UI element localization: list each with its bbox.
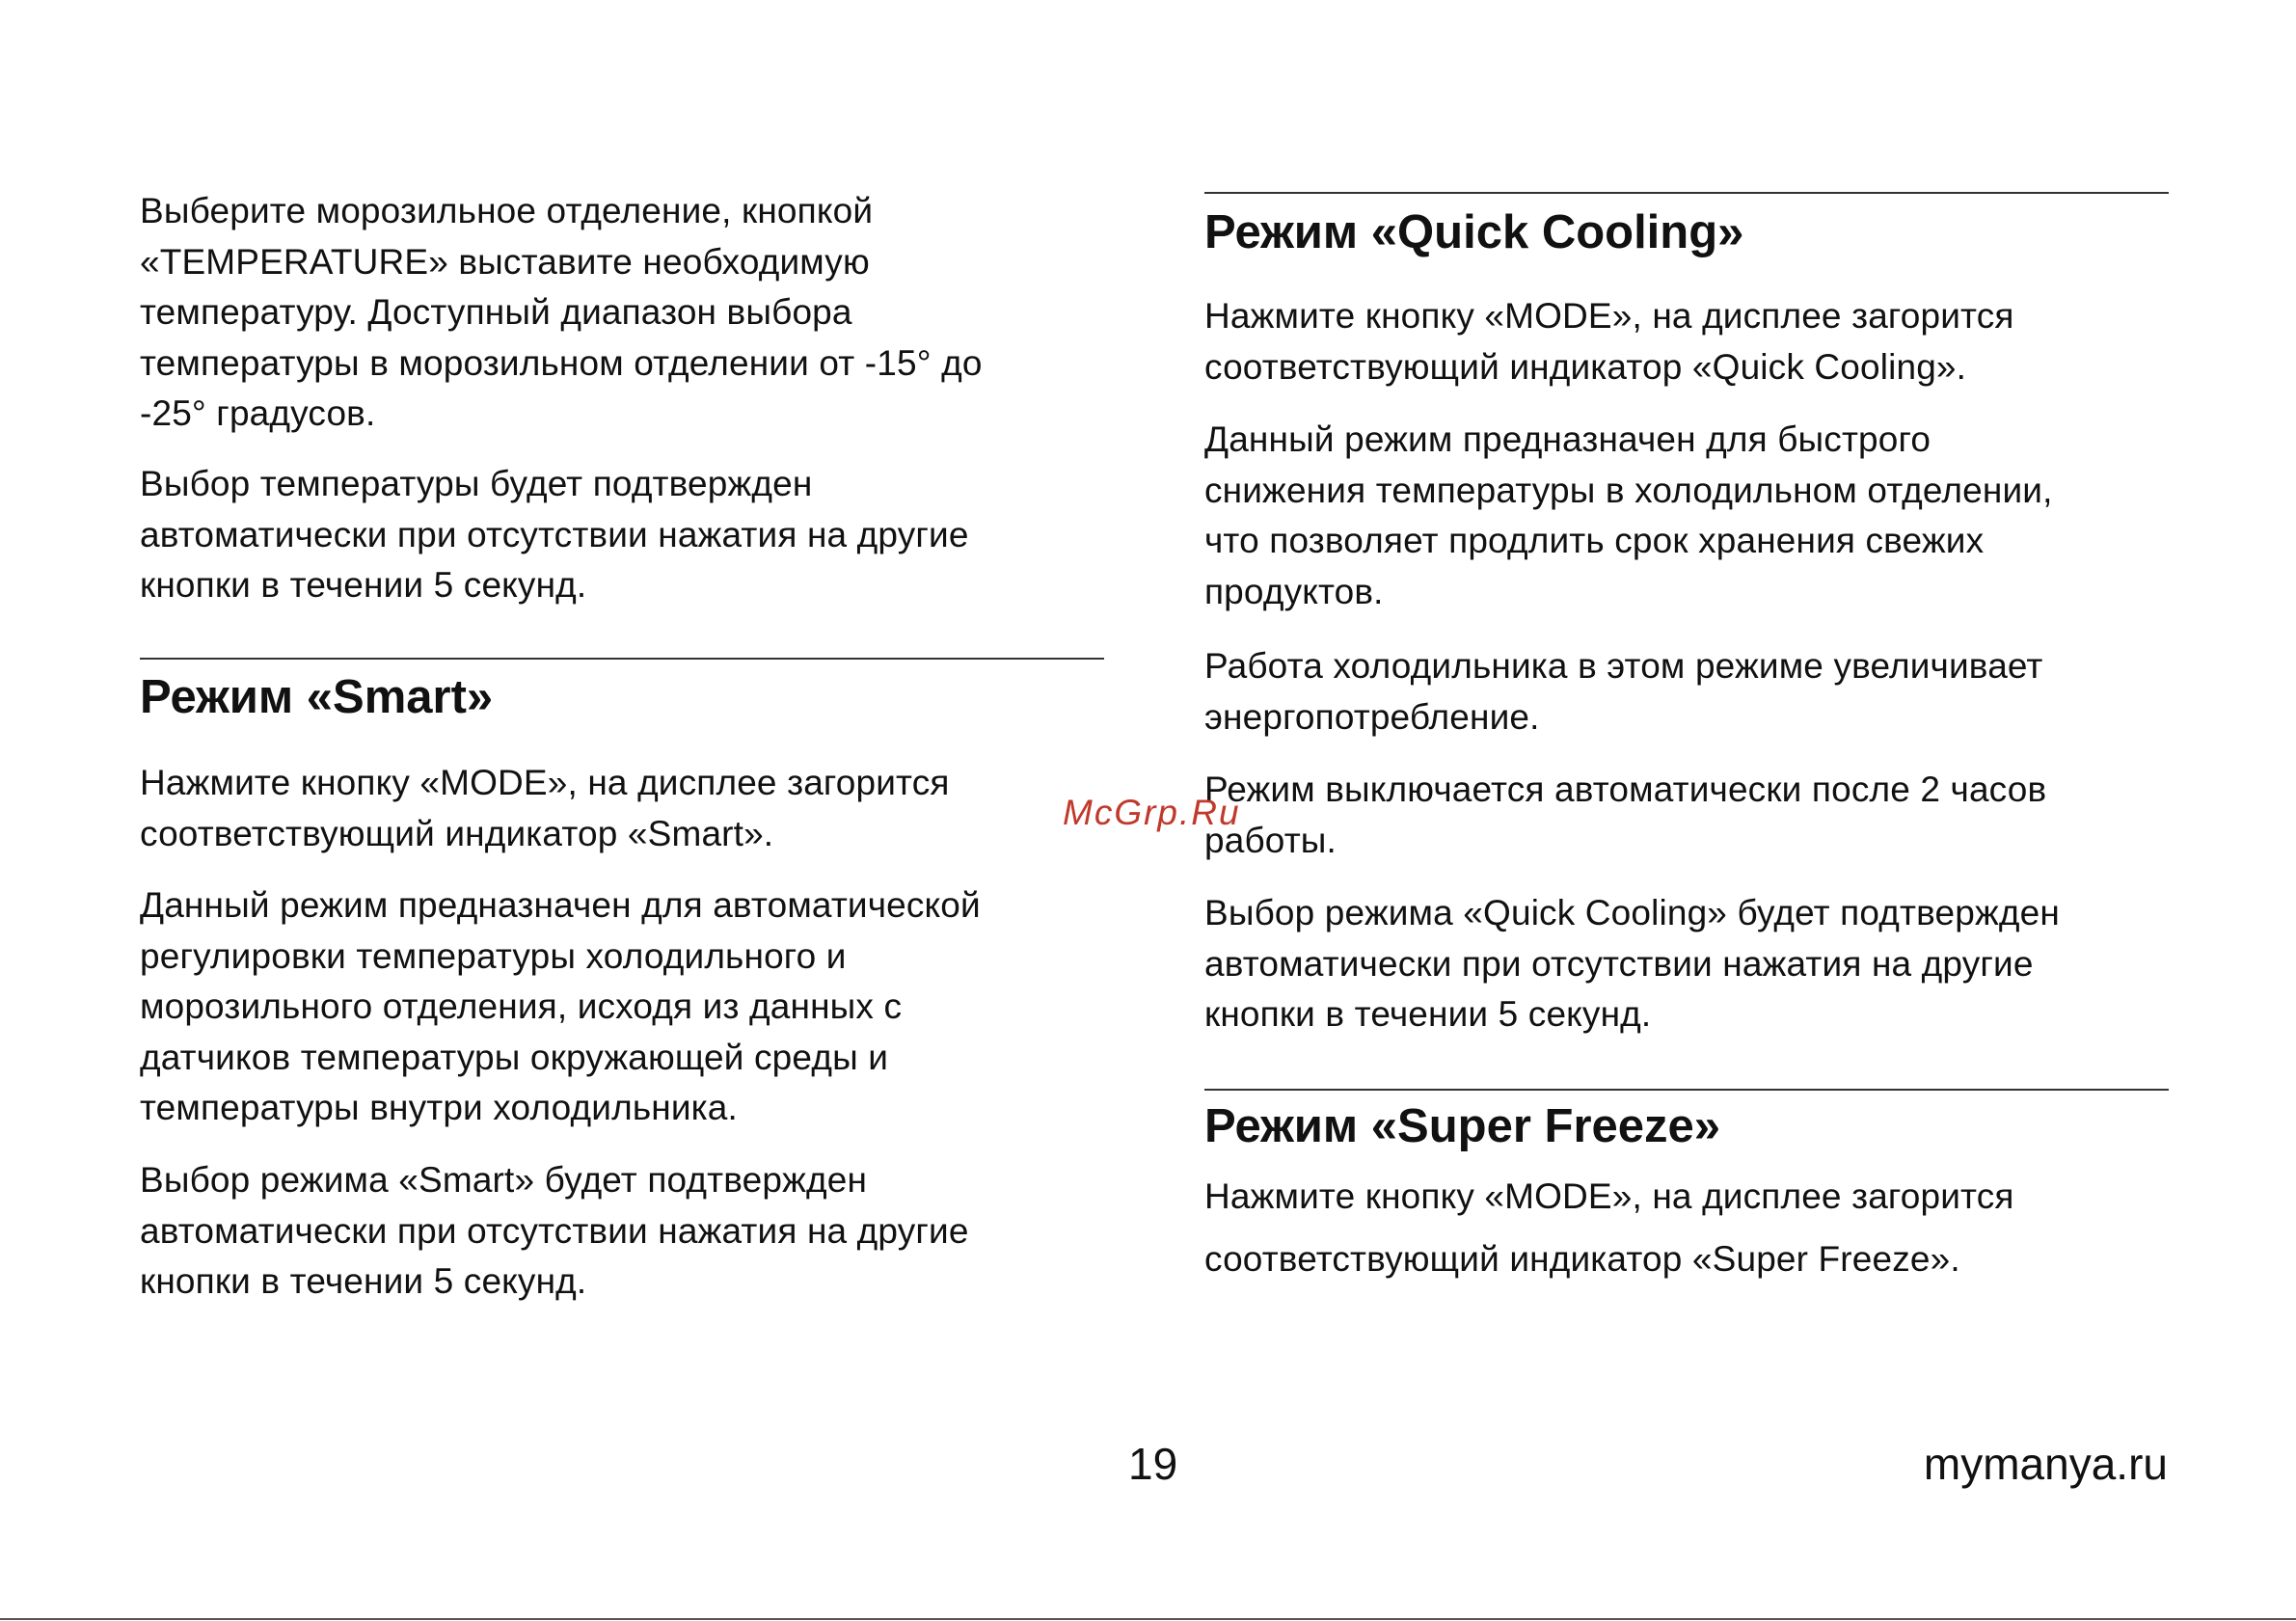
smart-mode-heading: Режим «Smart»: [140, 671, 494, 723]
quick-cooling-heading: Режим «Quick Cooling»: [1204, 206, 1744, 258]
super-freeze-heading: Режим «Super Freeze»: [1204, 1100, 1721, 1152]
intro-paragraph-2: Выбор температуры будет подтвержден автоматически при отсутствии нажатия на другие кнопки в течении 5 секунд.: [140, 464, 969, 605]
super-freeze-paragraph-1: Нажмите кнопку «MODE», на дисплее загорится: [1204, 1176, 2014, 1216]
smart-paragraph-1: Нажмите кнопку «MODE», на дисплее загорится соответствующий индикатор «Smart».: [140, 763, 950, 853]
quick-cooling-paragraph-5: Выбор режима «Quick Cooling» будет подтвержден автоматически при отсутствии нажатия на другие кнопки в течении 5 секунд.: [1204, 893, 2060, 1034]
site-url: mymanya.ru: [1923, 1439, 2168, 1489]
section-divider-smart: [140, 658, 1104, 660]
section-divider-quick-cooling: [1204, 192, 2169, 194]
quick-cooling-paragraph-3: Работа холодильника в этом режиме увеличивает энергопотребление.: [1204, 646, 2043, 737]
page-number: 19: [1128, 1439, 1178, 1489]
quick-cooling-paragraph-2: Данный режим предназначен для быстрого снижения температуры в холодильном отделении, что позволяет продлить срок хранения свежих продуктов.: [1204, 419, 2053, 611]
quick-cooling-paragraph-1: Нажмите кнопку «MODE», на дисплее загорится соответствующий индикатор «Quick Cooling».: [1204, 296, 2014, 387]
watermark: McGrp.Ru: [1063, 793, 1241, 832]
super-freeze-paragraph-2: соответствующий индикатор «Super Freeze».: [1204, 1239, 1960, 1279]
smart-paragraph-2: Данный режим предназначен для автоматической регулировки температуры холодильного и морозильного отделения, исходя из данных с датчиков температуры окружающей среды и температуры внутри холодильника.: [140, 885, 981, 1127]
smart-paragraph-3: Выбор режима «Smart» будет подтвержден автоматически при отсутствии нажатия на другие кнопки в течении 5 секунд.: [140, 1160, 969, 1301]
quick-cooling-paragraph-4: Режим выключается автоматически после 2 часов работы.: [1204, 770, 2047, 860]
intro-paragraph-1: Выберите морозильное отделение, кнопкой «TEMPERATURE» выставите необходимую температуру. Доступный диапазон выбора температуры в морозильном отделении от -15° до -25° градусов.: [140, 191, 983, 433]
bottom-border: [0, 1618, 2296, 1620]
section-divider-super-freeze: [1204, 1089, 2169, 1091]
